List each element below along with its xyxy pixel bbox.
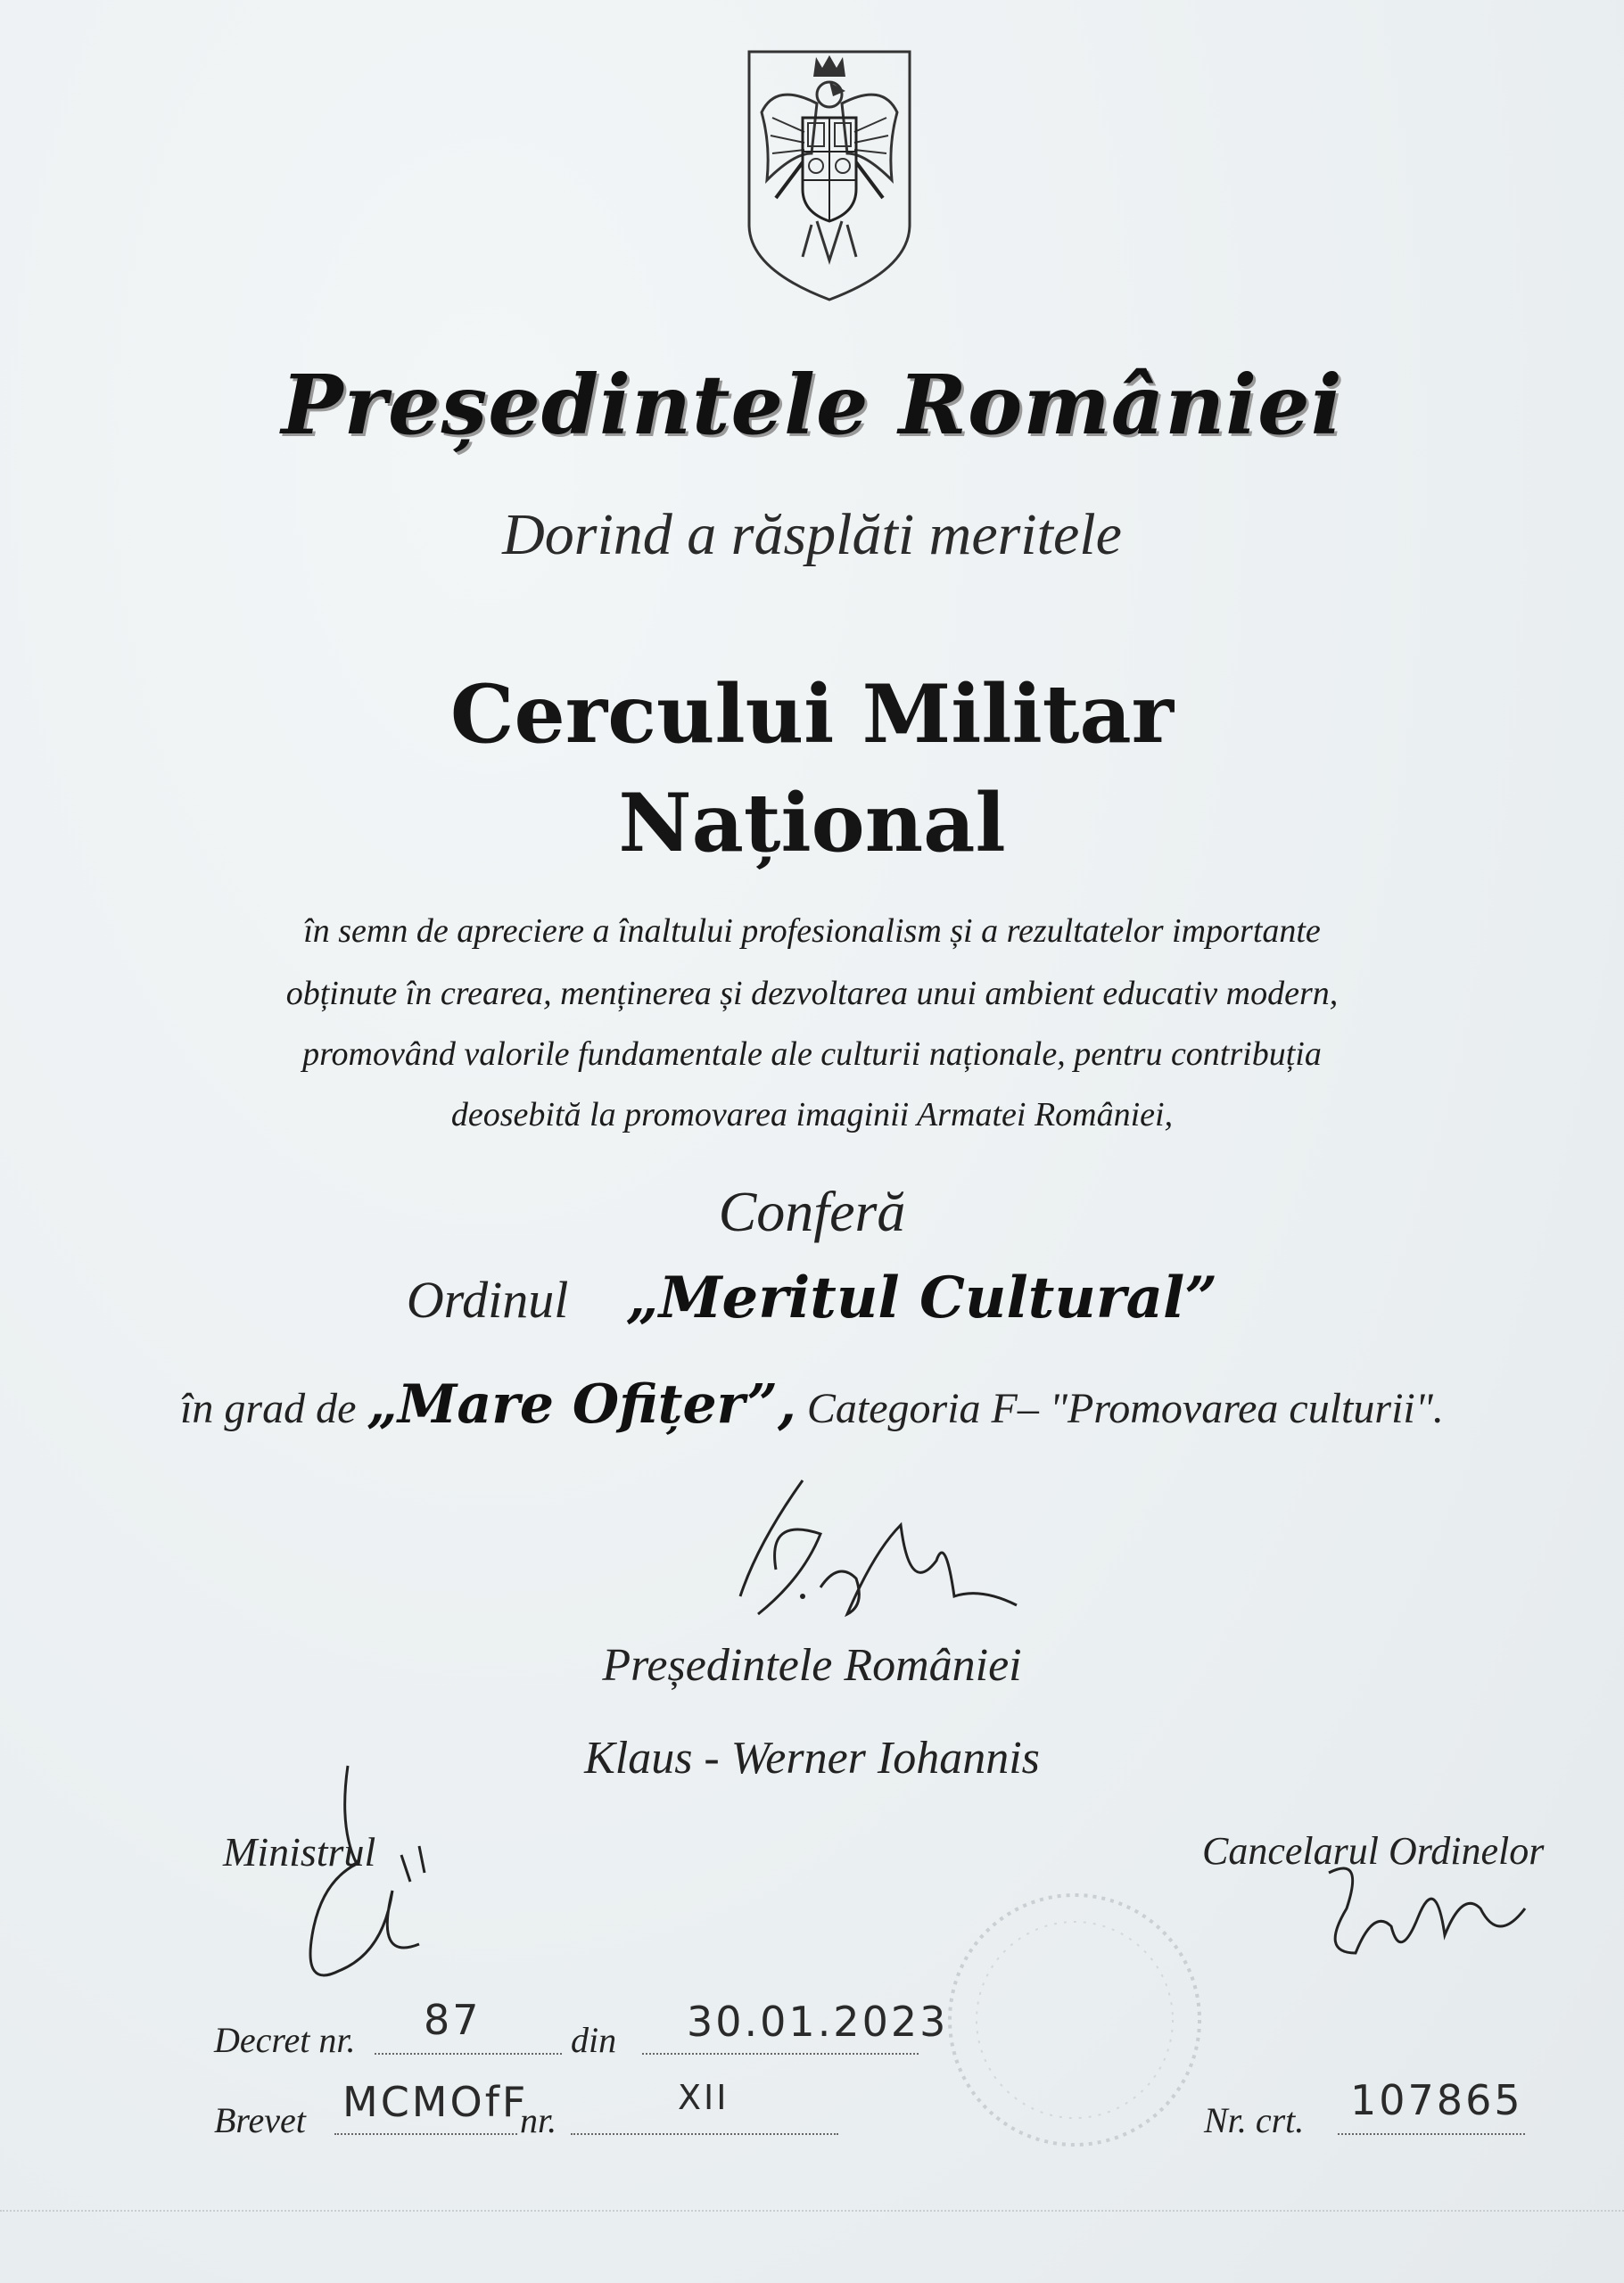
recipient-name-line2: Național [618, 776, 1006, 870]
coat-of-arms-icon [740, 46, 919, 305]
bottom-divider [0, 2210, 1624, 2213]
decree-label: Decret nr. [214, 2020, 356, 2060]
serial-underline [1338, 2130, 1525, 2135]
brevet-number: XII [678, 2078, 730, 2117]
grade-prefix: în grad de [180, 1385, 357, 1432]
citation-line: deosebită la promovarea imaginii Armatei României, [450, 1096, 1174, 1133]
citation-line: promovând valorile fundamentale ale culturii naționale, pentru contribuția [302, 1035, 1322, 1073]
order-label: Ordinul [406, 1271, 569, 1329]
brevet-series: MCMOfF [342, 2078, 529, 2126]
chancellor-signature [1311, 1855, 1543, 1998]
citation-line: obținute în crearea, menținerea și dezvoltarea unui ambient educativ modern, [285, 975, 1339, 1012]
decree-number: 87 [424, 1996, 482, 2044]
decree-underline [375, 2049, 562, 2055]
grade-name: „Mare Ofițer”, [367, 1373, 796, 1436]
citation-line: în semn de apreciere a înaltului profesionalism și a rezultatelor importante [303, 912, 1321, 950]
minister-label: Ministrul [223, 1829, 376, 1875]
brevet-underline [334, 2130, 517, 2135]
certificate-intro: Dorind a răsplăti meritele [502, 502, 1122, 567]
president-name: Klaus - Werner Iohannis [584, 1733, 1040, 1784]
brevet-nr-underline [571, 2130, 838, 2135]
president-signature [642, 1463, 1070, 1641]
grade-line [0, 1373, 1624, 1436]
order-name: „Meritul Cultural” [625, 1265, 1218, 1331]
category-text: Categoria F– "Promovarea culturii". [806, 1385, 1444, 1432]
chancellor-label: Cancelarul Ordinelor [1202, 1829, 1545, 1873]
order-line [0, 1265, 1624, 1331]
certificate-title: Președintele României [281, 357, 1343, 453]
faint-seal-stamp [936, 1882, 1213, 2158]
president-title: Președintele României [602, 1640, 1022, 1691]
serial-number: 107865 [1350, 2076, 1523, 2124]
minister-signature [285, 1757, 464, 2024]
decree-date: 30.01.2023 [687, 1998, 949, 2046]
serial-label: Nr. crt. [1204, 2100, 1305, 2140]
date-label: din [571, 2020, 617, 2060]
recipient-name-line1: Cercului Militar [449, 667, 1175, 762]
brevet-nr-label: nr. [520, 2100, 557, 2140]
brevet-label: Brevet [214, 2100, 306, 2140]
date-underline [642, 2049, 919, 2055]
confers-heading: Conferă [718, 1180, 906, 1243]
